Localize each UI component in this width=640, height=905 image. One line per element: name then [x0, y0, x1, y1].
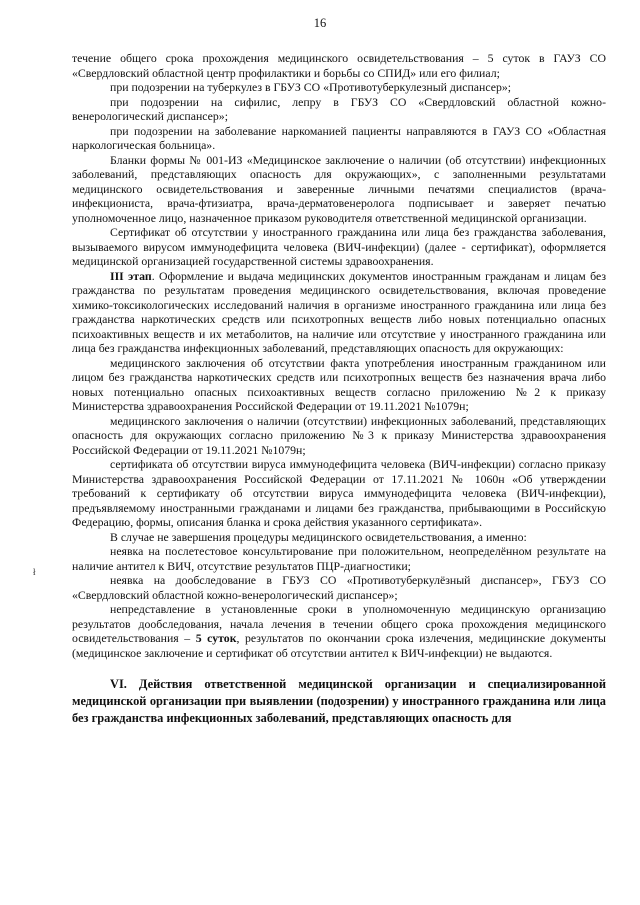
- paragraph-narcology: [72, 124, 606, 153]
- text-run: сертификата об отсутствии вируса иммунодефицита человека (ВИЧ-инфекции) согласно приказу Министерства здравоохранения Российской Федерации от 17.11.2021 № 1060н «Об утверждении требований к сертификату об отсутствии вируса иммунодефицита человека (ВИЧ-инфекции), предъявляемому иностранными гражданами и лицами без гражданства, прибывающими в Российскую Федерацию, формы, описания бланка и срока действия указанного сертификата».: [72, 457, 606, 529]
- paragraph-form-001-iz: [72, 153, 606, 226]
- text-run: неявка на дообследование в ГБУЗ СО «Противотуберкулёзный диспансер», ГБУЗ СО «Свердловский областной кожно-венерологический диспансер»;: [72, 573, 606, 602]
- paragraph-stage-three: [72, 269, 606, 356]
- text-run: неявка на послетестовое консультирование при положительном, неопределённом результате на наличие антител к ВИЧ, отсутствие результатов ПЦР-диагностики;: [72, 544, 606, 573]
- text-run: при подозрении на туберкулез в ГБУЗ СО «Противотуберкулезный диспансер»;: [110, 80, 512, 94]
- paragraph-hiv-certificate-order: [72, 457, 606, 530]
- text-run: В случае не завершения процедуры медицинского освидетельствования, а именно:: [110, 529, 527, 544]
- paragraph-no-followup: [72, 573, 606, 602]
- text-run: медицинского заключения об отсутствии факта употребления иностранным гражданином или лицом без гражданства наркотических средств или психотропных веществ без назначения врача либо новых потенциально опасных психоактивных веществ согласно приложению №2 к приказу Министерства здравоохранения Российской Федерации от 19.11.2021 №1079н;: [72, 355, 606, 413]
- paragraph-incomplete-procedure: [72, 530, 606, 545]
- paragraph-syphilis-leprosy: [72, 95, 606, 124]
- text-run: . Оформление и выдача медицинских документов иностранным гражданам и лицам без гражданства по результатам проведения медицинского освидетельствования, включая проведение химико-токсикологических исследований наличия в организме иностранного гражданина или лица без гражданства наркотических средств или психотропных веществ либо новых потенциально опасных психоактивных веществ и их метаболитов, на наличие или отсутствие у иностранного гражданина или лица без гражданства инфекционных заболеваний, представляющих опасность для окружающих:: [72, 268, 606, 355]
- text-run: непредставление в установленные сроки в уполномоченную медицинскую организацию результатов дообследования, начала лечения в течении общего срока прохождения медицинского освидетельствования –: [72, 602, 606, 645]
- text-run: медицинского заключения о наличии (отсутствии) инфекционных заболеваний, представляющих опасность для окружающих согласно приложению №3 к приказу Министерства здравоохранения Российской Федерации от 19.11.2021 №1079н;: [72, 413, 606, 457]
- text-run: Бланки формы № 001-ИЗ «Медицинское заключение о наличии (об отсутствии) инфекционных заболеваний, представляющих опасность для окружающих», с заполненными результатами медицинского освидетельствования и заверенные личными печатями специалистов (врача-инфекциониста, врача-фтизиатра, врача-дерматовенеролога подписывает и заверяет печатью уполномоченное лицо, назначенное приказом руководителя ответственной медицинской организации.: [72, 152, 606, 225]
- text-run: Сертификат об отсутствии у иностранного гражданина или лица без гражданства заболевания, вызываемого вирусом иммунодефицита человека (ВИЧ-инфекции) (далее - сертификат), оформляется медицинской организацией государственной системы здравоохранения.: [72, 225, 606, 268]
- text-run: , результатов по окончании срока излечения, медицинские документы (медицинское заключение и сертификат об отсутствии антител к ВИЧ-инфекции) не выдаются.: [72, 631, 606, 660]
- section-heading-vi: VI. Действия ответственной медицинской организации и специализированной медицинской организации при выявлении (подозрении) у иностранного гражданина или лица без гражданства инфекционных заболеваний, представляющих опасность для: [72, 677, 606, 725]
- paragraph-hiv-certificate: [72, 225, 606, 269]
- page-number: 16: [313, 16, 327, 30]
- document-body: [72, 51, 606, 727]
- paragraph-no-counseling: [72, 544, 606, 573]
- text-run: при подозрении на заболевание наркоманией пациенты направляются в ГАУЗ СО «Областная наркологическая больница».: [72, 123, 606, 152]
- paragraph-hiv-center: [72, 51, 606, 80]
- paragraph-no-results: [72, 602, 606, 660]
- paragraph-drug-conclusion: [72, 356, 606, 414]
- text-run: течение общего срока прохождения медицинского освидетельствования – 5 суток в ГАУЗ СО «Свердловский областной центр профилактики и борьбы со СПИД» или его филиал;: [72, 51, 606, 80]
- text-run: при подозрении на сифилис, лепру в ГБУЗ СО «Свердловский областной кожно-венерологический диспансер»;: [72, 94, 606, 123]
- margin-mark: ł: [33, 567, 36, 577]
- bold-run: 5 суток: [195, 631, 237, 645]
- paragraph-infection-conclusion: [72, 414, 606, 458]
- bold-run: III этап: [110, 268, 152, 283]
- paragraph-tuberculosis: [72, 80, 606, 95]
